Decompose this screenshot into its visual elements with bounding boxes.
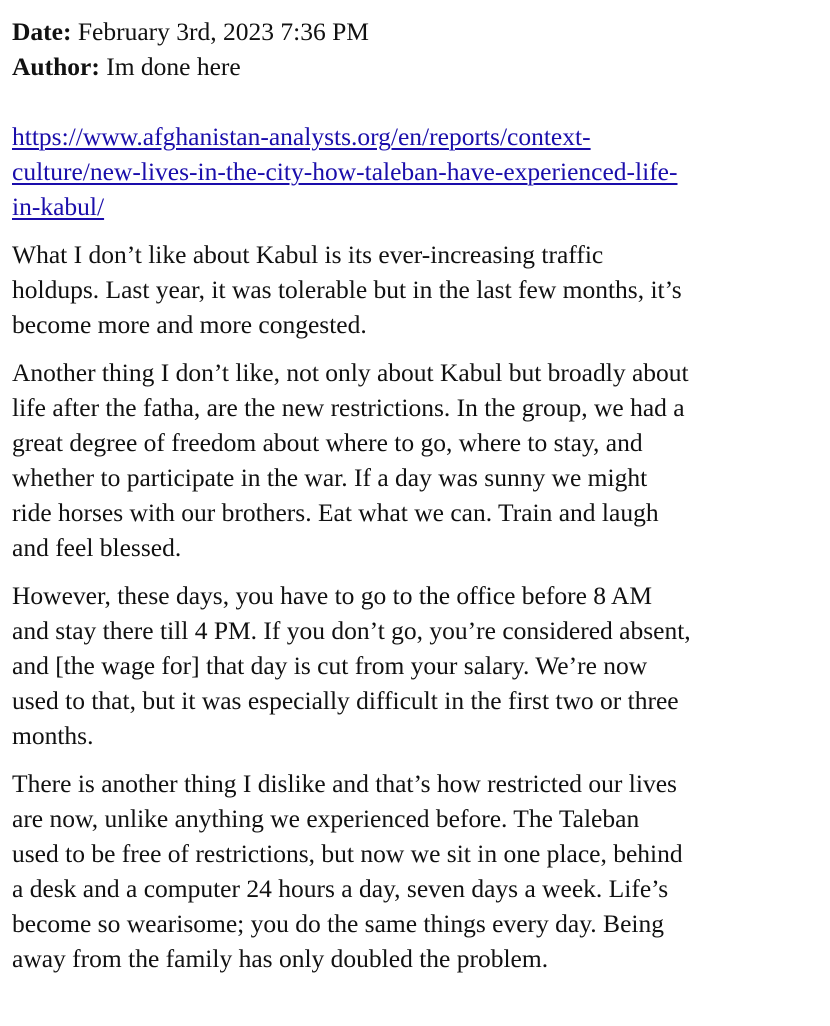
paragraph-restricted-lives [12,766,820,976]
article-link[interactable] [12,122,678,221]
paragraph-line: There is another thing I dislike and that’s how restricted our lives [12,769,677,798]
date-value: February 3rd, 2023 7:36 PM [77,17,369,46]
paragraph-line: What I don’t like about Kabul is its ever-increasing traffic [12,240,604,269]
paragraph-line: a desk and a computer 24 hours a day, seven days a week. Life’s [12,874,669,903]
paragraph-line: However, these days, you have to go to the office before 8 AM [12,581,653,610]
paragraph-line: months. [12,721,94,750]
author-value: Im done here [106,52,241,81]
article-link-line-1[interactable]: https://www.afghanistan-analysts.org/en/reports/context- [12,122,591,151]
paragraph-line: life after the fatha, are the new restrictions. In the group, we had a [12,393,685,422]
article-link-line-3[interactable]: in-kabul/ [12,192,105,221]
author-line [12,49,820,84]
paragraph-line: become more and more congested. [12,310,367,339]
paragraph-line: away from the family has only doubled the problem. [12,944,549,973]
paragraph-line: holdups. Last year, it was tolerable but in the last few months, it’s [12,275,682,304]
author-label: Author: [12,52,100,81]
paragraph-line: Another thing I don’t like, not only about Kabul but broadly about [12,358,689,387]
paragraph-line: and feel blessed. [12,533,182,562]
article-link-block [12,119,820,224]
paragraph-line: great degree of freedom about where to go, where to stay, and [12,428,643,457]
document [12,14,820,976]
date-label: Date: [12,17,72,46]
paragraph-restrictions [12,355,820,565]
paragraph-line: used to be free of restrictions, but now we sit in one place, behind [12,839,683,868]
paragraph-line: ride horses with our brothers. Eat what we can. Train and laugh [12,498,659,527]
paragraph-traffic [12,237,820,342]
paragraph-line: and stay there till 4 PM. If you don’t go, you’re considered absent, [12,616,691,645]
paragraph-line: become so wearisome; you do the same things every day. Being [12,909,664,938]
paragraph-line: used to that, but it was especially difficult in the first two or three [12,686,679,715]
article-link-line-2[interactable]: culture/new-lives-in-the-city-how-taleban-have-experienced-life- [12,157,678,186]
date-line [12,14,820,49]
paragraph-line: and [the wage for] that day is cut from your salary. We’re now [12,651,648,680]
paragraph-line: whether to participate in the war. If a day was sunny we might [12,463,648,492]
paragraph-office-hours [12,578,820,753]
paragraph-line: are now, unlike anything we experienced before. The Taleban [12,804,640,833]
